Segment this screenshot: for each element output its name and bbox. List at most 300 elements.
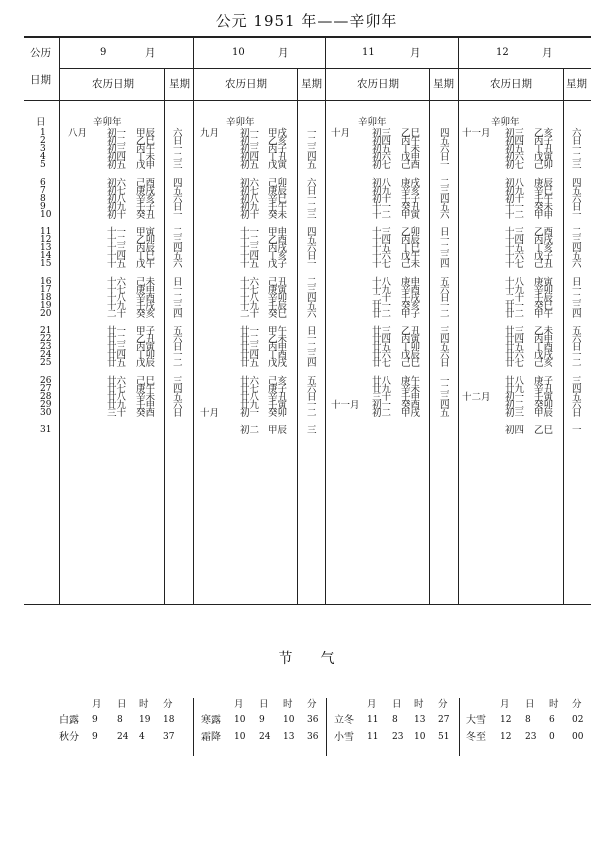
lunar-day: 初三 — [107, 144, 127, 155]
lunar-day: 初四 — [107, 152, 127, 163]
lunar-day: 二十 — [107, 308, 127, 320]
jieqi-value: 10 — [234, 732, 246, 742]
gregorian-day: 19 — [40, 300, 52, 311]
lunar-day: 十四 — [107, 251, 127, 262]
jieqi-value: 6 — [549, 715, 555, 725]
header-nongli: 农历日期 — [357, 78, 399, 90]
weekday: 一 — [440, 235, 450, 246]
weekday: 三 — [572, 235, 582, 246]
header-nongli: 农历日期 — [225, 78, 267, 90]
weekday: 三 — [440, 391, 450, 403]
lunar-day: 廿一 — [505, 300, 525, 312]
weekday: 一 — [307, 193, 317, 205]
column-rule — [164, 68, 165, 604]
jieqi-value: 13 — [283, 732, 295, 742]
ganzhi: 乙丑 — [136, 334, 156, 345]
lunar-day: 初二 — [240, 136, 260, 147]
gregorian-day: 14 — [40, 251, 52, 261]
column-rule — [59, 36, 60, 604]
lunar-day: 廿六 — [372, 350, 392, 361]
lunar-day: 初四 — [505, 425, 525, 436]
weekday: 五 — [173, 391, 183, 403]
header-riqi: 日期 — [30, 74, 51, 86]
jieqi-col-header: 分 — [572, 699, 582, 710]
weekday: 三 — [572, 375, 582, 387]
ganzhi: 甲寅 — [136, 227, 156, 238]
ganzhi: 辛巳 — [534, 185, 554, 197]
jieqi-value: 27 — [438, 715, 450, 725]
jieqi-value: 37 — [163, 732, 175, 742]
lunar-day: 初六 — [505, 152, 525, 163]
weekday: 四 — [173, 383, 183, 395]
gregorian-day: 26 — [40, 375, 52, 386]
lunar-day: 廿一 — [107, 326, 127, 337]
weekday: 五 — [440, 276, 450, 288]
gregorian-day: 17 — [40, 284, 52, 295]
lunar-day: 十七 — [505, 259, 525, 270]
lunar-day: 初二 — [505, 399, 525, 411]
ganzhi: 丁未 — [136, 152, 156, 163]
lunar-month: 十二月 — [462, 391, 491, 403]
lunar-day: 十六 — [240, 276, 260, 288]
ganzhi: 辛丑 — [268, 391, 288, 403]
weekday: 一 — [173, 350, 183, 361]
ganzhi: 丁丑 — [534, 144, 554, 155]
jieqi-col-header: 月 — [500, 699, 510, 710]
jieqi-value: 10 — [283, 715, 295, 725]
lunar-day: 廿四 — [107, 350, 127, 361]
weekday: 一 — [440, 160, 450, 171]
ganzhi: 癸卯 — [268, 407, 288, 419]
lunar-day: 十五 — [372, 243, 392, 254]
ganzhi: 丁亥 — [268, 251, 288, 262]
lunar-day: 廿六 — [107, 375, 127, 387]
jieqi-value: 10 — [234, 715, 246, 725]
weekday: 一 — [572, 209, 582, 221]
ganzhi: 丙辰 — [136, 243, 156, 254]
weekday: 二 — [173, 152, 183, 163]
gregorian-day: 29 — [40, 399, 52, 410]
weekday: 五 — [173, 251, 183, 262]
gregorian-day: 24 — [40, 350, 52, 360]
lunar-day: 十三 — [240, 243, 260, 254]
lunar-day: 初一 — [372, 399, 392, 411]
lunar-day: 十一 — [240, 227, 260, 238]
lunar-day: 十八 — [107, 292, 127, 304]
lunar-day: 初七 — [372, 160, 392, 171]
jieqi-col-header: 时 — [414, 699, 424, 710]
ganzhi: 辛卯 — [534, 284, 554, 296]
month-header-number: 11 — [362, 47, 375, 58]
ganzhi: 癸卯 — [534, 399, 554, 411]
weekday: 四 — [440, 399, 450, 411]
ganzhi: 辛亥 — [401, 185, 421, 197]
ganzhi: 丙子 — [268, 144, 288, 155]
ganzhi: 庚申 — [401, 276, 421, 288]
weekday: 一 — [572, 425, 582, 436]
weekday: 日 — [440, 292, 450, 304]
ganzhi: 戊子 — [268, 259, 288, 270]
gregorian-day: 23 — [40, 342, 52, 352]
jieqi-value: 10 — [414, 732, 426, 742]
lunar-day: 十九 — [372, 284, 392, 296]
ganzhi: 甲子 — [136, 326, 156, 337]
lunar-day: 初一 — [240, 407, 260, 419]
weekday: 日 — [173, 342, 183, 353]
lunar-day: 十七 — [107, 284, 127, 296]
lunar-day: 廿八 — [372, 375, 392, 387]
ganzhi: 庚子 — [534, 375, 554, 387]
ganzhi: 戊寅 — [534, 152, 554, 163]
ganzhi: 丁酉 — [534, 342, 554, 353]
jieqi-name: 白露 — [59, 715, 79, 726]
ganzhi: 癸丑 — [401, 201, 421, 213]
ganzhi: 乙巳 — [136, 136, 156, 147]
weekday: 二 — [307, 201, 317, 213]
ganzhi: 壬戌 — [136, 300, 156, 312]
jieqi-value: 0 — [549, 732, 555, 742]
weekday: 日 — [173, 276, 183, 288]
lunar-day: 廿七 — [372, 358, 392, 369]
lunar-month: 十一月 — [462, 128, 491, 139]
gregorian-day: 18 — [40, 292, 52, 303]
ganzhi: 癸未 — [534, 201, 554, 213]
weekday: 六 — [173, 259, 183, 270]
ganzhi: 甲戌 — [268, 128, 288, 139]
weekday: 二 — [572, 292, 582, 304]
lunar-day: 廿五 — [107, 358, 127, 369]
weekday: 五 — [572, 326, 582, 337]
lunar-day: 廿六 — [505, 350, 525, 361]
gregorian-day: 8 — [40, 193, 46, 204]
weekday: 二 — [307, 342, 317, 353]
weekday: 一 — [173, 209, 183, 221]
weekday: 五 — [307, 375, 317, 387]
weekday: 四 — [572, 308, 582, 320]
ganzhi: 戊寅 — [268, 160, 288, 171]
ganzhi: 壬子 — [401, 193, 421, 205]
header-xingqi: 星期 — [433, 78, 454, 90]
gregorian-day: 21 — [40, 326, 52, 336]
lunar-day: 十七 — [240, 284, 260, 296]
ganzhi: 戊申 — [401, 152, 421, 163]
column-rule — [563, 68, 564, 604]
jieqi-value: 51 — [438, 732, 450, 742]
weekday: 日 — [173, 136, 183, 147]
lunar-day: 廿六 — [240, 375, 260, 387]
ganzhi: 庚辰 — [268, 185, 288, 197]
lunar-day: 十三 — [505, 227, 525, 238]
year-label: 辛卯年 — [93, 117, 122, 128]
lunar-day: 初三 — [372, 128, 392, 139]
lunar-day: 十八 — [372, 276, 392, 288]
lunar-day: 廿二 — [240, 334, 260, 345]
weekday: 二 — [173, 292, 183, 304]
lunar-day: 十九 — [107, 300, 127, 312]
ganzhi: 乙酉 — [268, 235, 288, 246]
lunar-day: 初八 — [240, 193, 260, 205]
jieqi-name: 冬至 — [466, 732, 486, 743]
gregorian-day: 10 — [40, 209, 52, 220]
gregorian-day: 4 — [40, 152, 46, 162]
weekday: 日 — [572, 276, 582, 288]
lunar-day: 廿四 — [240, 350, 260, 361]
ganzhi: 乙亥 — [534, 128, 554, 139]
weekday: 六 — [572, 128, 582, 139]
ganzhi: 壬申 — [136, 399, 156, 411]
ganzhi: 丁卯 — [136, 350, 156, 361]
lunar-month: 八月 — [68, 128, 88, 139]
lunar-day: 初三 — [240, 144, 260, 155]
lunar-day: 初十 — [372, 193, 392, 205]
weekday: 日 — [572, 407, 582, 419]
weekday: 六 — [307, 177, 317, 189]
ganzhi: 乙未 — [268, 334, 288, 345]
ganzhi: 甲申 — [534, 209, 554, 221]
ganzhi: 壬午 — [268, 201, 288, 213]
weekday: 二 — [440, 308, 450, 320]
header-xingqi: 星期 — [169, 78, 190, 90]
jieqi-title: 节 气 — [278, 651, 335, 667]
header-nongli: 农历日期 — [92, 78, 134, 90]
jieqi-value: 12 — [500, 715, 512, 725]
lunar-month: 九月 — [200, 128, 220, 139]
gregorian-day: 22 — [40, 334, 52, 344]
lunar-day: 廿九 — [240, 399, 260, 411]
weekday: 六 — [440, 350, 450, 361]
weekday: 六 — [440, 209, 450, 221]
weekday: 二 — [572, 227, 582, 238]
weekday: 日 — [440, 358, 450, 369]
ganzhi: 戊辰 — [136, 358, 156, 369]
jieqi-name: 立冬 — [334, 715, 354, 726]
lunar-day: 廿五 — [240, 358, 260, 369]
ganzhi: 戊子 — [534, 251, 554, 262]
ganzhi: 乙亥 — [268, 136, 288, 147]
ganzhi: 壬辰 — [268, 300, 288, 312]
ganzhi: 辛巳 — [268, 193, 288, 205]
jieqi-name: 秋分 — [59, 732, 79, 743]
ganzhi: 丙子 — [534, 136, 554, 147]
ganzhi: 丙午 — [136, 144, 156, 155]
ganzhi: 丁亥 — [534, 243, 554, 254]
jieqi-col-header: 月 — [92, 699, 102, 710]
ganzhi: 丁酉 — [268, 350, 288, 361]
ganzhi: 己亥 — [534, 358, 554, 369]
jieqi-value: 12 — [500, 732, 512, 742]
page-title: 公元 1951 年——辛卯年 — [215, 12, 398, 30]
jieqi-col-header: 月 — [367, 699, 377, 710]
ganzhi: 甲戌 — [401, 407, 421, 419]
month-header-number: 10 — [232, 47, 245, 58]
lunar-day: 十四 — [372, 235, 392, 246]
ganzhi: 辛酉 — [401, 284, 421, 296]
ganzhi: 甲寅 — [401, 209, 421, 221]
lunar-day: 十五 — [505, 243, 525, 254]
jieqi-col-header: 分 — [163, 699, 173, 710]
weekday: 三 — [440, 251, 450, 262]
lunar-day: 廿三 — [372, 326, 392, 337]
header-gongli: 公历 — [30, 47, 51, 59]
ganzhi: 辛丑 — [534, 383, 554, 395]
weekday: 四 — [173, 177, 183, 189]
ganzhi: 丁丑 — [268, 152, 288, 163]
weekday: 日 — [572, 201, 582, 213]
ganzhi: 癸丑 — [136, 209, 156, 221]
ganzhi: 乙巳 — [534, 425, 554, 436]
weekday: 日 — [307, 391, 317, 403]
jieqi-name: 小雪 — [334, 732, 354, 743]
weekday: 三 — [440, 185, 450, 197]
ganzhi: 庚午 — [136, 383, 156, 395]
lunar-day: 十四 — [505, 235, 525, 246]
lunar-day: 初六 — [107, 177, 127, 189]
jieqi-col-header: 分 — [438, 699, 448, 710]
weekday: 五 — [307, 235, 317, 246]
ganzhi: 壬寅 — [534, 391, 554, 403]
month-header-unit: 月 — [278, 47, 289, 59]
weekday: 一 — [572, 144, 582, 155]
lunar-day: 廿一 — [240, 326, 260, 337]
gregorian-day: 15 — [40, 259, 52, 269]
ganzhi: 甲申 — [268, 227, 288, 238]
weekday: 四 — [440, 193, 450, 205]
ganzhi: 庚寅 — [534, 276, 554, 288]
ganzhi: 乙卯 — [136, 235, 156, 246]
weekday: 四 — [440, 334, 450, 345]
jieqi-column-rule — [326, 698, 327, 756]
day-unit-label: 日 — [36, 117, 46, 128]
jieqi-value: 18 — [163, 715, 175, 725]
jieqi-value: 13 — [414, 715, 426, 725]
jieqi-col-header: 日 — [392, 699, 402, 710]
ganzhi: 丙戌 — [268, 243, 288, 254]
lunar-day: 初十 — [505, 193, 525, 205]
weekday: 一 — [440, 375, 450, 387]
weekday: 四 — [572, 243, 582, 254]
ganzhi: 癸巳 — [534, 300, 554, 312]
weekday: 四 — [572, 177, 582, 189]
gregorian-day: 27 — [40, 383, 52, 394]
ganzhi: 乙酉 — [534, 227, 554, 238]
weekday: 六 — [307, 308, 317, 320]
gregorian-day: 5 — [40, 160, 46, 170]
jieqi-col-header: 日 — [259, 699, 269, 710]
lunar-day: 十九 — [240, 300, 260, 312]
lunar-day: 十四 — [240, 251, 260, 262]
ganzhi: 己未 — [136, 276, 156, 288]
ganzhi: 丙申 — [268, 342, 288, 353]
weekday: 四 — [307, 227, 317, 238]
lunar-day: 初一 — [240, 128, 260, 139]
lunar-day: 十八 — [240, 292, 260, 304]
weekday: 六 — [572, 399, 582, 411]
ganzhi: 丁卯 — [401, 342, 421, 353]
lunar-day: 初一 — [505, 391, 525, 403]
lunar-day: 十二 — [505, 209, 525, 221]
weekday: 四 — [440, 128, 450, 139]
year-label: 辛卯年 — [491, 117, 520, 128]
weekday: 日 — [307, 326, 317, 337]
jieqi-col-header: 时 — [283, 699, 293, 710]
lunar-day: 十二 — [107, 235, 127, 246]
weekday: 一 — [307, 399, 317, 411]
header-bottom-rule — [24, 100, 591, 101]
ganzhi: 戊午 — [136, 259, 156, 270]
jieqi-value: 4 — [139, 732, 145, 742]
lunar-day: 廿九 — [372, 383, 392, 395]
gregorian-day: 30 — [40, 407, 52, 418]
weekday: 四 — [307, 292, 317, 304]
lunar-day: 初一 — [107, 128, 127, 139]
jieqi-col-header: 日 — [117, 699, 127, 710]
ganzhi: 己酉 — [401, 160, 421, 171]
ganzhi: 丁未 — [401, 144, 421, 155]
lunar-day: 初九 — [107, 201, 127, 213]
weekday: 二 — [572, 358, 582, 369]
lunar-day: 廿二 — [107, 334, 127, 345]
gregorian-day: 2 — [40, 136, 46, 146]
jieqi-value: 23 — [392, 732, 404, 742]
weekday: 四 — [440, 259, 450, 270]
weekday: 四 — [173, 243, 183, 254]
lunar-day: 十五 — [107, 259, 127, 270]
gregorian-day: 12 — [40, 235, 52, 245]
lunar-day: 十三 — [107, 243, 127, 254]
ganzhi: 壬寅 — [268, 399, 288, 411]
lunar-day: 廿四 — [372, 334, 392, 345]
ganzhi: 丁巳 — [136, 251, 156, 262]
jieqi-col-header: 日 — [525, 699, 535, 710]
ganzhi: 丙申 — [534, 334, 554, 345]
ganzhi: 壬辰 — [534, 292, 554, 304]
weekday: 二 — [307, 407, 317, 419]
ganzhi: 壬申 — [401, 391, 421, 403]
ganzhi: 庚寅 — [268, 284, 288, 296]
ganzhi: 甲子 — [401, 308, 421, 320]
lunar-day: 廿三 — [107, 342, 127, 353]
lunar-day: 初四 — [240, 152, 260, 163]
weekday: 三 — [307, 209, 317, 221]
weekday: 三 — [307, 425, 317, 436]
ganzhi: 丁巳 — [401, 243, 421, 254]
ganzhi: 辛亥 — [136, 193, 156, 205]
weekday: 六 — [572, 334, 582, 345]
weekday: 六 — [572, 193, 582, 205]
lunar-day: 初八 — [107, 193, 127, 205]
jieqi-column-rule — [459, 698, 460, 756]
gregorian-day: 3 — [40, 144, 46, 154]
weekday: 日 — [572, 136, 582, 147]
weekday: 二 — [173, 227, 183, 238]
lunar-day: 廿九 — [107, 399, 127, 411]
table-top-rule — [24, 36, 591, 38]
ganzhi: 庚午 — [401, 375, 421, 387]
weekday: 六 — [173, 399, 183, 411]
jieqi-value: 9 — [92, 732, 98, 742]
lunar-day: 二十 — [372, 292, 392, 304]
jieqi-value: 11 — [367, 715, 379, 725]
lunar-month: 十月 — [200, 407, 220, 419]
jieqi-value: 24 — [259, 732, 271, 742]
lunar-day: 十一 — [107, 227, 127, 238]
lunar-day: 二十 — [240, 308, 260, 320]
lunar-day: 十六 — [505, 251, 525, 262]
weekday: 五 — [572, 185, 582, 197]
weekday: 二 — [173, 358, 183, 369]
year-label: 辛卯年 — [226, 117, 255, 128]
gregorian-day: 7 — [40, 185, 46, 196]
